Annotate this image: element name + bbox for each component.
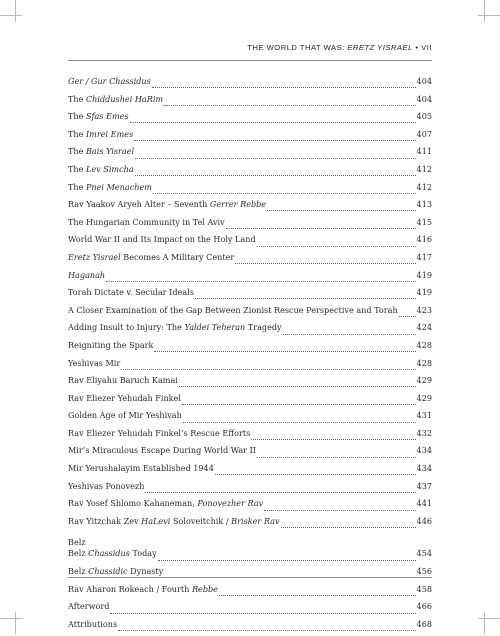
title-italic: Brisker Rav <box>231 515 280 526</box>
toc-entry-title <box>68 601 109 611</box>
dot-leader <box>251 439 415 440</box>
dot-leader <box>145 492 415 493</box>
page-number: 411 <box>416 146 432 157</box>
page-number: 432 <box>416 427 432 438</box>
crop-mark <box>0 15 22 16</box>
page-number: 424 <box>416 322 432 333</box>
toc-entry[interactable] <box>68 164 432 182</box>
title-italic: Haganah <box>68 269 106 280</box>
toc-entry[interactable] <box>68 548 432 566</box>
dot-leader <box>281 527 416 528</box>
crop-mark <box>478 618 500 619</box>
dot-leader <box>267 210 415 211</box>
toc-entry-title <box>68 217 225 227</box>
title-text: The <box>68 128 86 139</box>
header-title: THE WORLD THAT WAS: <box>247 43 348 52</box>
title-text: The <box>68 181 86 192</box>
title-text: Yeshivas Mir <box>68 357 121 368</box>
toc-entry-title <box>68 164 134 174</box>
crop-mark <box>484 612 485 634</box>
toc-entry[interactable] <box>68 463 432 481</box>
toc-entry-title <box>68 94 163 104</box>
header-emphasis: ERETZ YISRAEL <box>347 43 413 52</box>
toc-entry-title <box>68 516 280 526</box>
page-number: 429 <box>416 375 432 386</box>
page-number: 404 <box>416 93 432 104</box>
title-text: Mir’s Miraculous Escape During World War II <box>68 445 256 456</box>
toc-entry[interactable] <box>68 375 432 393</box>
page-number: 412 <box>416 181 432 192</box>
page-number: 413 <box>416 199 432 210</box>
toc-entry-title <box>68 252 234 262</box>
title-italic: HaLevi <box>141 515 171 526</box>
toc-entry[interactable] <box>68 94 432 112</box>
dot-leader <box>182 404 416 405</box>
toc-entry-title <box>68 410 182 420</box>
toc-entry-title <box>68 111 129 121</box>
page-number: 434 <box>416 445 432 456</box>
toc-entry[interactable] <box>68 111 432 129</box>
dot-leader <box>183 422 416 423</box>
dot-leader <box>179 386 416 387</box>
toc-entry-title <box>68 584 218 594</box>
toc-entry[interactable] <box>68 146 432 164</box>
page-number: 412 <box>416 163 432 174</box>
title-text: Belz <box>68 566 89 577</box>
title-text: The <box>68 111 86 122</box>
title-italic: Pnei Menachem <box>85 181 152 192</box>
dot-leader <box>235 263 415 264</box>
toc-entry[interactable] <box>68 445 432 463</box>
toc-entry[interactable] <box>68 619 432 636</box>
toc-entry[interactable] <box>68 340 432 358</box>
crop-mark <box>15 0 16 22</box>
toc-entry[interactable] <box>68 393 432 411</box>
toc-entry[interactable] <box>68 358 432 376</box>
toc-entry[interactable] <box>68 601 432 619</box>
title-text: Tragedy <box>245 322 282 333</box>
title-italic: Chassidic <box>88 566 128 577</box>
crop-mark <box>478 15 500 16</box>
dot-leader <box>158 560 416 561</box>
title-italic: Lev Simcha <box>85 163 134 174</box>
title-text: Rav Eliyahu Baruch Kamai <box>68 375 178 386</box>
page-number: 437 <box>416 480 432 491</box>
toc-entry-title <box>68 199 266 209</box>
header-bullet: • <box>412 43 422 52</box>
page-number: 428 <box>416 339 432 350</box>
page-number: 468 <box>416 618 432 629</box>
toc-entry[interactable] <box>68 566 432 584</box>
toc-entry-title <box>68 566 163 576</box>
page-number: 419 <box>416 269 432 280</box>
title-italic: Rebbe <box>191 583 218 594</box>
crop-mark <box>15 612 16 634</box>
running-header <box>68 43 432 57</box>
toc-entry-title <box>68 463 214 473</box>
section-heading-belz: Belz <box>68 537 86 548</box>
dot-leader <box>152 87 416 88</box>
toc-entry-title <box>68 305 398 315</box>
title-text: Attributions <box>68 618 118 629</box>
title-text: Yeshivas Ponovezh <box>68 480 145 491</box>
dot-leader <box>257 246 416 247</box>
toc-entry-title <box>68 234 256 244</box>
page-number: 404 <box>416 76 432 86</box>
toc-entry-title <box>68 322 282 332</box>
dot-leader <box>226 228 416 229</box>
toc-entry-title <box>68 146 134 156</box>
title-italic: Sfas Emes <box>85 111 129 122</box>
page-number: 446 <box>416 515 432 526</box>
title-text: Rav Eliezer Yehudah Finkel <box>68 392 181 403</box>
toc-entry[interactable] <box>68 481 432 499</box>
title-text: World War II and Its Impact on the Holy Land <box>68 234 256 245</box>
header-rule <box>68 60 432 61</box>
title-text: Torah Dictate v. Secular Ideals <box>68 287 194 298</box>
page-number: 423 <box>416 304 432 315</box>
toc-entry-title <box>68 287 194 297</box>
dot-leader <box>118 630 415 631</box>
page-number: 428 <box>416 357 432 368</box>
toc-entry[interactable] <box>68 199 432 217</box>
dot-leader <box>135 158 415 159</box>
toc-entry[interactable] <box>68 322 432 340</box>
title-text: The <box>68 93 86 104</box>
title-text: A Closer Examination of the Gap Between Zionist Rescue Perspective and Torah <box>68 304 398 315</box>
page-number: 416 <box>416 234 432 245</box>
title-text: The <box>68 163 86 174</box>
page-number: 456 <box>416 566 432 577</box>
toc-entry-title <box>68 182 152 192</box>
toc-entry[interactable] <box>68 182 432 200</box>
title-text: Rav Yitzchak Zev <box>68 515 142 526</box>
toc-entry-title <box>68 445 256 455</box>
dot-leader <box>264 510 415 511</box>
toc-entry[interactable] <box>68 584 432 602</box>
toc-entry-title <box>68 548 157 558</box>
title-text: Rav Aharon Rokeach / Fourth <box>68 583 192 594</box>
toc-entry-title <box>68 375 178 385</box>
title-italic: Imrei Emes <box>85 128 134 139</box>
dot-leader <box>215 474 416 475</box>
title-text: Rav Yosef Shlomo Kahaneman, <box>68 498 198 509</box>
dot-leader <box>134 140 415 141</box>
title-text: The <box>68 146 86 157</box>
title-italic: Yaldei Teheran <box>184 322 246 333</box>
dot-leader <box>121 369 415 370</box>
page-number: 458 <box>416 583 432 594</box>
page-number: 466 <box>416 601 432 612</box>
title-italic: Chassidus <box>88 548 130 559</box>
page-number: 407 <box>416 128 432 139</box>
toc-entry[interactable] <box>68 76 432 94</box>
toc-entry[interactable] <box>68 234 432 252</box>
title-text: Golden Age of Mir Yeshivah <box>68 410 182 421</box>
page-number: 415 <box>416 216 432 227</box>
crop-mark <box>484 0 485 22</box>
title-italic: Gerrer Rebbe <box>209 199 267 210</box>
page-number: 417 <box>416 251 432 262</box>
header-page-number: VII <box>421 43 432 52</box>
toc-entry[interactable] <box>68 498 432 516</box>
title-text: Rav Yaakov Aryeh Alter – Seventh <box>68 199 210 210</box>
page-number: 441 <box>416 498 432 509</box>
title-text: Reigniting the Spark <box>68 339 154 350</box>
dot-leader <box>257 457 416 458</box>
title-text: Dynasty <box>127 566 164 577</box>
title-italic: Chiddushei HaRim <box>85 93 164 104</box>
title-italic: Ponovezher Rav <box>197 498 264 509</box>
toc-entry[interactable] <box>68 428 432 446</box>
toc-entry[interactable] <box>68 410 432 428</box>
toc-entry-title <box>68 129 133 139</box>
dot-leader <box>106 281 415 282</box>
toc-entry[interactable] <box>68 270 432 288</box>
toc-entry-title <box>68 428 250 438</box>
dot-leader <box>135 175 416 176</box>
toc-entry[interactable] <box>68 305 432 323</box>
title-text: Adding Insult to Injury: The <box>68 322 185 333</box>
title-text: The Hungarian Community in Tel Aviv <box>68 216 225 227</box>
dot-leader <box>164 105 415 106</box>
title-text: Afterword <box>68 601 110 612</box>
dot-leader <box>130 122 416 123</box>
dot-leader <box>154 351 415 352</box>
toc-entry[interactable] <box>68 516 432 534</box>
title-text: Mir Yerushalayim Established 1944 <box>68 463 214 474</box>
page-number: 405 <box>416 111 432 122</box>
toc-entry-title <box>68 481 144 491</box>
title-text: Rav Eliezer Yehudah Finkel’s Rescue Efforts <box>68 427 251 438</box>
title-text: Belz <box>68 548 89 559</box>
toc-entry[interactable] <box>68 217 432 235</box>
dot-leader <box>283 334 416 335</box>
toc-entry-title <box>68 76 151 86</box>
page-number: 434 <box>416 463 432 474</box>
dot-leader <box>399 316 416 317</box>
page-number: 429 <box>416 392 432 403</box>
page-number: 419 <box>416 287 432 298</box>
table-of-contents <box>68 76 432 636</box>
dot-leader <box>219 595 416 596</box>
title-italic: Eretz Yisrael <box>68 251 121 262</box>
toc-entry[interactable] <box>68 287 432 305</box>
toc-entry-title <box>68 270 105 280</box>
toc-entry-title <box>68 619 117 629</box>
toc-entry-title <box>68 498 263 508</box>
title-italic: Ger / Gur Chassidus <box>68 76 151 86</box>
title-italic: Bais Yisrael <box>85 146 135 157</box>
dot-leader <box>195 298 416 299</box>
toc-entry-title <box>68 393 181 403</box>
dot-leader <box>153 193 416 194</box>
page-number: 431 <box>416 410 432 421</box>
toc-entry-title <box>68 358 120 368</box>
dot-leader <box>110 613 415 614</box>
toc-entry[interactable] <box>68 252 432 270</box>
title-text: Soloveitchik / <box>170 515 232 526</box>
page-number: 454 <box>416 548 432 559</box>
title-text: Becomes A Military Center <box>120 251 235 262</box>
footer-rule <box>68 577 432 578</box>
crop-mark <box>0 618 22 619</box>
toc-entry[interactable] <box>68 129 432 147</box>
title-text: Today <box>129 548 157 559</box>
toc-entry-title <box>68 340 153 350</box>
